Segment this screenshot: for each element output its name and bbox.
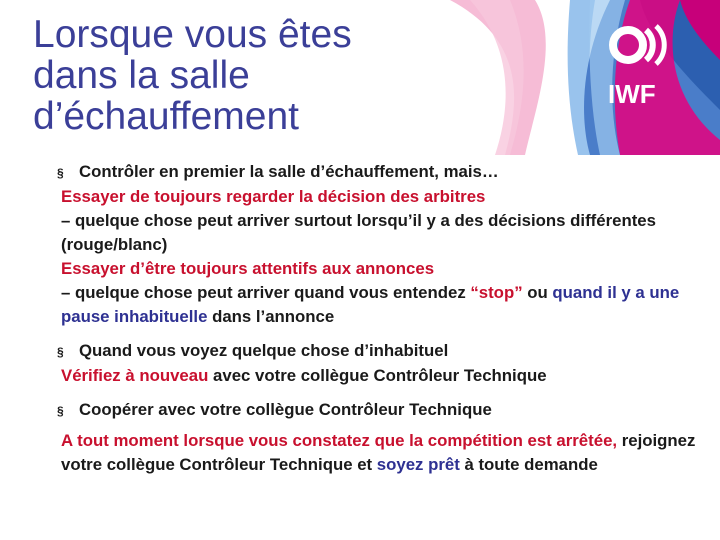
bullet-text-1: Contrôler en premier la salle d’échauffement, mais… [79, 162, 499, 181]
bullet-mark: § [57, 166, 64, 180]
bullet-item-2 [57, 339, 711, 364]
instruction-2: Essayer d’être toujours attentifs aux annonces [61, 259, 435, 278]
page-title [33, 14, 473, 137]
title-line-2: dans la salle [33, 54, 250, 97]
bullet-item-1 [57, 160, 711, 185]
bullet-mark: § [57, 404, 64, 418]
title-line-1: Lorsque vous êtes [33, 13, 352, 56]
bullet-mark: § [57, 345, 64, 359]
iwf-logo [450, 0, 720, 155]
instruction-4: A tout moment lorsque vous constatez que la compétition est arrêtée, rejoignez votre collègue Contrôleur Technique et soyez prêt à toute demande [61, 431, 696, 474]
instruction-1: Essayer de toujours regarder la décision des arbitres [61, 187, 486, 206]
explanation-1: – quelque chose peut arriver surtout lorsqu’il y a des décisions différentes (rouge/blanc) [61, 211, 656, 254]
bullet-text-3: Coopérer avec votre collègue Contrôleur Technique [79, 400, 492, 419]
slide-content [57, 160, 711, 477]
explanation-2: – quelque chose peut arriver quand vous entendez “stop” ou quand il y a une pause inhabituelle dans l’annonce [61, 283, 680, 326]
instruction-3: Vérifiez à nouveau avec votre collègue Contrôleur Technique [61, 366, 547, 385]
logo-text: IWF [608, 79, 656, 109]
bullet-text-2: Quand vous voyez quelque chose d’inhabituel [79, 341, 449, 360]
title-line-3: d’échauffement [33, 95, 299, 138]
bullet-item-3 [57, 398, 711, 423]
